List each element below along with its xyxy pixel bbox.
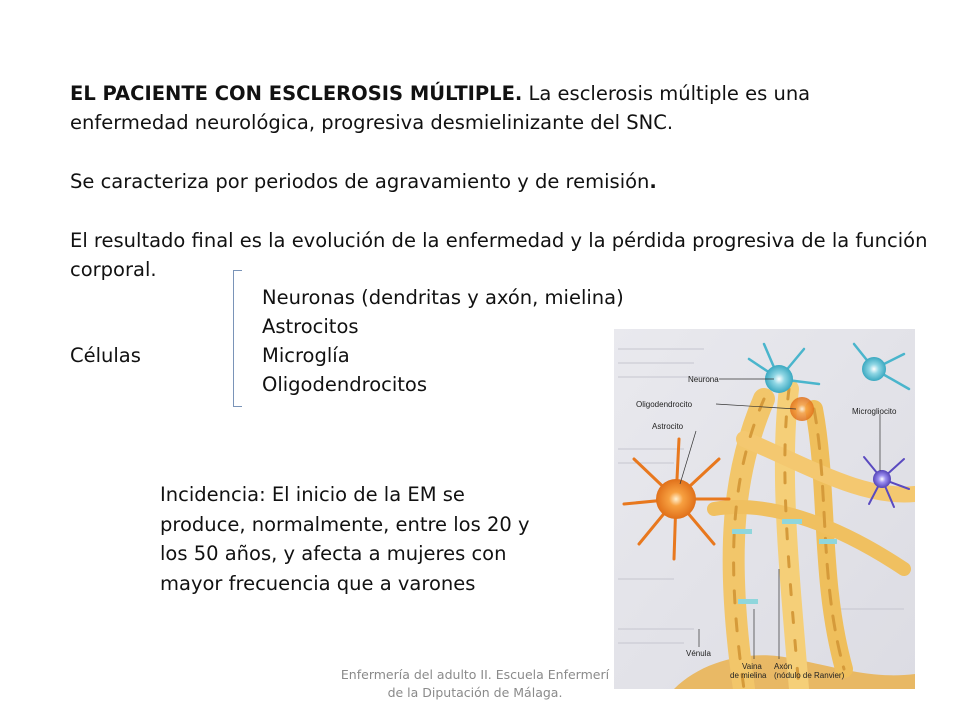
intro-text: La esclerosis múltiple es una enfermedad neurológica, progresiva desmielinizante del SNC. <box>70 82 811 134</box>
footer-line-2: de la Diputación de Málaga. <box>387 685 563 700</box>
slide-title: EL PACIENTE CON ESCLEROSIS MÚLTIPLE. <box>70 82 523 105</box>
neuron-body-2 <box>862 357 886 381</box>
main-text <box>70 79 930 284</box>
label-vaina-2: de mielina <box>730 671 767 680</box>
remission-text: Se caracteriza por periodos de agravamiento y de remisión <box>70 170 650 193</box>
remission-period: . <box>649 170 657 193</box>
paragraph-result: El resultado final es la evolución de la enfermedad y la pérdida progresiva de la función corporal. <box>70 229 928 281</box>
label-nodulo: (nódulo de Ranvier) <box>774 671 845 680</box>
cell-item-astrocitos: Astrocitos <box>262 315 359 338</box>
cells-bracket <box>233 270 242 407</box>
paragraph-intro <box>70 79 930 137</box>
incidence-text: Incidencia: El inicio de la EM se produce, normalmente, entre los 20 y los 50 años, y afecta a mujeres con mayor frecuencia que a varones <box>160 483 530 595</box>
astrocyte-body <box>656 479 696 519</box>
footer <box>330 666 620 702</box>
cell-item-neuronas: Neuronas (dendritas y axón, mielina) <box>262 286 624 309</box>
label-astrocito: Astrocito <box>652 422 684 431</box>
nervous-cells-illustration <box>614 329 915 689</box>
label-vaina-1: Vaina <box>742 662 762 671</box>
label-venula: Vénula <box>686 649 711 658</box>
footer-line-1: Enfermería del adulto II. Escuela Enfermerí <box>340 667 610 682</box>
label-microgliocito: Microgliocito <box>852 407 897 416</box>
label-oligodendrocito: Oligodendrocito <box>636 400 693 409</box>
cell-item-oligodendrocitos: Oligodendrocitos <box>262 373 427 396</box>
label-axon: Axón <box>774 662 793 671</box>
cells-label: Células <box>70 344 141 367</box>
microglia-body <box>873 470 891 488</box>
cell-item-microglia: Microglía <box>262 344 350 367</box>
cell-list <box>262 283 624 399</box>
label-neurona: Neurona <box>688 375 719 384</box>
paragraph-remission <box>70 167 930 196</box>
